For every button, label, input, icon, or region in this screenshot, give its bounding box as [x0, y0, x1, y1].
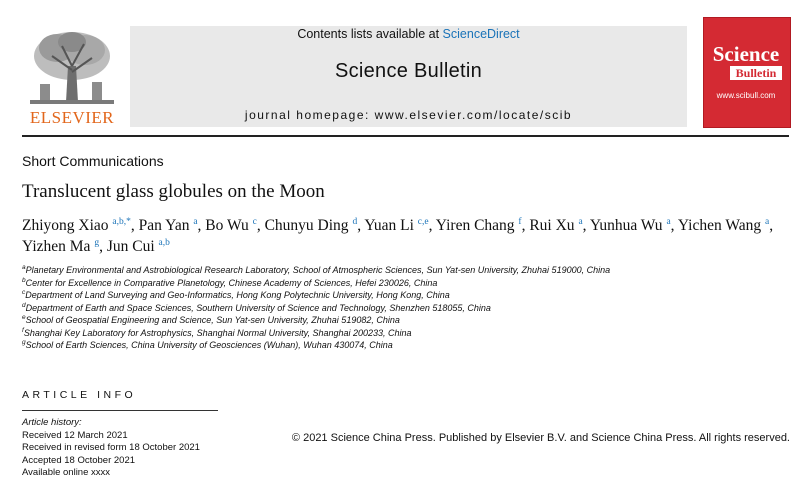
homepage-prefix: journal homepage: — [244, 108, 370, 122]
affiliation-list — [22, 264, 792, 352]
history-label: Article history: — [22, 417, 82, 428]
article-info-heading: ARTICLE INFO — [22, 389, 137, 401]
sciencedirect-link[interactable]: ScienceDirect — [442, 27, 520, 41]
publisher-name: ELSEVIER — [29, 108, 115, 127]
article-info-divider — [22, 410, 218, 411]
author-name: Yichen Wang — [677, 217, 762, 234]
affiliation-item — [22, 327, 792, 340]
author-affiliation-marker[interactable]: a,b — [158, 237, 170, 248]
affiliation-key: a — [22, 264, 26, 271]
homepage-link[interactable]: www.elsevier.com/locate/scib — [374, 108, 573, 122]
author-separator: , — [428, 217, 436, 234]
affiliation-item — [22, 289, 792, 302]
author-separator: , — [357, 217, 365, 234]
affiliation-key: d — [22, 301, 26, 309]
author-name: Zhiyong Xiao — [22, 217, 109, 234]
author-affiliation-marker[interactable]: d — [352, 216, 358, 227]
author-affiliation-marker[interactable]: a,b,* — [112, 216, 131, 227]
affiliation-text: Department of Land Surveying and Geo-Informatics, Hong Kong Polytechnic University, Hong Kong, China — [25, 290, 450, 300]
affiliation-key: f — [22, 326, 24, 334]
affiliation-text: Shanghai Key Laboratory for Astrophysics, Shanghai Normal University, Shanghai 200233, China — [23, 327, 412, 338]
affiliation-item — [22, 264, 792, 277]
author — [205, 217, 264, 234]
copyright-notice: © 2021 Science China Press. Published by Elsevier B.V. and Science China Press. All rights reserved. — [291, 432, 790, 444]
history-revised: Received in revised form 18 October 2021 — [22, 442, 200, 453]
cover-url: www.scibull.com — [716, 91, 776, 100]
author-separator: , — [130, 217, 139, 234]
author — [139, 217, 206, 234]
author — [22, 217, 139, 234]
author-affiliation-marker[interactable]: g — [94, 237, 100, 248]
history-online: Available online xxxx — [22, 467, 111, 478]
journal-title: Science Bulletin — [334, 60, 483, 82]
affiliation-item — [22, 277, 792, 290]
author-affiliation-marker[interactable]: f — [518, 216, 522, 227]
author-affiliation-marker[interactable]: a — [193, 216, 198, 227]
author — [22, 238, 107, 255]
affiliation-text: Department of Earth and Space Sciences, Southern University of Science and Technology, Shenzhen 518055, China — [25, 302, 491, 313]
author — [436, 217, 530, 234]
author — [529, 217, 590, 234]
author-affiliation-marker[interactable]: a — [578, 216, 583, 227]
author-affiliation-marker[interactable]: c,e — [417, 216, 429, 227]
header-divider — [22, 135, 789, 137]
affiliation-key: e — [22, 314, 26, 321]
author-separator: , — [99, 238, 107, 255]
author-name: Jun Cui — [106, 238, 155, 255]
author — [590, 217, 678, 234]
article-history — [22, 417, 200, 480]
cover-title-bulletin: Bulletin — [730, 66, 782, 80]
author — [265, 217, 365, 234]
affiliation-text: School of Geospatial Engineering and Science, Sun Yat-sen University, Zhuhai 519082, China — [25, 315, 400, 325]
affiliation-text: Center for Excellence in Comparative Planetology, Chinese Academy of Sciences, Hefei 230026, China — [25, 277, 438, 288]
author-name: Chunyu Ding — [264, 217, 349, 234]
affiliation-text: School of Earth Sciences, China University of Geosciences (Wuhan), Wuhan 430074, China — [25, 340, 393, 350]
affiliation-text: Planetary Environmental and Astrobiological Research Laboratory, School of Atmospheric Sciences, Sun Yat-sen University, Zhuhai 519000, China — [25, 265, 611, 275]
contents-prefix: Contents lists available at — [297, 27, 440, 41]
article-title: Translucent glass globules on the Moon — [22, 181, 325, 202]
author-separator: , — [582, 217, 590, 234]
affiliation-item — [22, 339, 792, 352]
affiliation-key: g — [22, 339, 26, 346]
author-name: Pan Yan — [138, 217, 190, 234]
author-name: Yiren Chang — [435, 217, 515, 234]
affiliation-item — [22, 302, 792, 315]
contents-line — [130, 27, 687, 41]
article-section: Short Communications — [22, 153, 164, 169]
author-separator: , — [256, 217, 265, 234]
author-name: Yizhen Ma — [22, 238, 91, 255]
author-name: Yunhua Wu — [589, 217, 663, 234]
history-received: Received 12 March 2021 — [22, 429, 128, 441]
author-list — [22, 215, 792, 257]
affiliation-key: c — [22, 289, 26, 296]
history-accepted: Accepted 18 October 2021 — [22, 454, 136, 466]
author-name: Rui Xu — [529, 217, 575, 234]
author-affiliation-marker[interactable]: a — [765, 216, 770, 227]
author — [107, 238, 170, 255]
journal-homepage-line — [130, 108, 687, 122]
affiliation-key: b — [22, 276, 26, 284]
author-separator: , — [670, 217, 678, 234]
author — [678, 217, 773, 234]
author-separator: , — [197, 217, 206, 234]
author-separator: , — [521, 217, 530, 234]
cover-title-science: Science — [712, 42, 780, 66]
author-separator: , — [769, 217, 774, 234]
author-affiliation-marker[interactable]: c — [252, 216, 257, 227]
author-name: Yuan Li — [364, 217, 414, 234]
affiliation-item — [22, 314, 792, 327]
author — [364, 217, 435, 234]
author-name: Bo Wu — [205, 217, 249, 234]
author-affiliation-marker[interactable]: a — [666, 216, 671, 227]
